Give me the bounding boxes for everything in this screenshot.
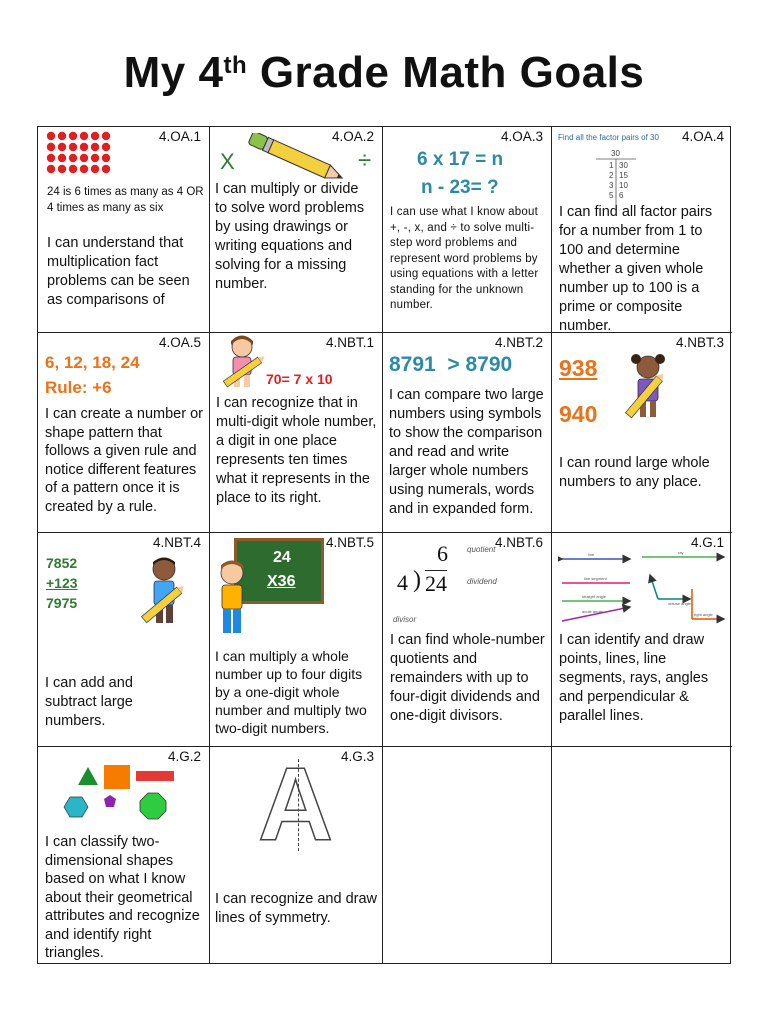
empty-cell: [383, 747, 552, 963]
addend-2: +123: [46, 575, 78, 591]
standard-code: 4.OA.2: [331, 129, 374, 144]
goal-text: I can use what I know about +, -, x, and ÷ to solve multi-step word problems and represent word problems by using equations with a letter standing for the unknown number.: [390, 206, 539, 311]
goal-text: I can add and subtract large numbers.: [45, 675, 133, 729]
empty-cell: [552, 747, 732, 963]
factor-caption: Find all the factor pairs of 30: [558, 133, 659, 142]
division-bracket: ): [413, 567, 421, 593]
quotient-value: 6: [437, 541, 448, 566]
example-note: 24 is 6 times as many as 4 OR 4 times as many as six: [47, 186, 204, 214]
pattern-sequence: 6, 12, 18, 24: [45, 353, 140, 372]
divisor-label: divisor: [393, 615, 417, 624]
array-dot: [91, 165, 99, 173]
factor-left: 3: [609, 181, 614, 190]
array-dot: [58, 132, 66, 140]
standard-code: 4.NBT.4: [152, 535, 201, 550]
goal-4oa2: [210, 127, 383, 333]
standard-code: 4.OA.3: [500, 129, 543, 144]
array-dot: [58, 154, 66, 162]
goal-text: I can classify two-dimensional shapes based on what I know about their geometrical attributes and recognize and identify right triangles.: [45, 834, 200, 961]
standard-code: 4.NBT.3: [675, 335, 724, 350]
goal-text: I can identify and draw points, lines, line segments, rays, angles and perpendicular & parallel lines.: [559, 632, 709, 724]
equation-1: 6 x 17 = n: [417, 149, 504, 170]
standard-code: 4.OA.5: [158, 335, 201, 350]
array-dot: [80, 132, 88, 140]
chalkboard-line-2: X36: [267, 573, 296, 590]
dividend-value: 24: [425, 571, 447, 596]
array-dot: [102, 165, 110, 173]
factor-right: 6: [619, 191, 624, 200]
goal-text: I can recognize and draw lines of symmetry.: [215, 891, 378, 926]
goal-4oa5: [38, 333, 210, 533]
standard-code: 4.NBT.6: [494, 535, 543, 550]
factor-left: 2: [609, 171, 614, 180]
array-dot: [80, 154, 88, 162]
goal-4nbt3: [552, 333, 732, 533]
lines-and-angles-image: [558, 549, 728, 625]
goal-text: I can find whole-number quotients and remainders with up to four-digit dividends and one-digit divisors.: [390, 632, 545, 724]
label-obtuse-angle: obtuse angle: [668, 601, 691, 606]
array-dot: [69, 132, 77, 140]
quotient-label: quotient: [467, 545, 496, 554]
goal-text: I can multiply a whole number up to four digits by a one-digit whole number and multiply two two-digit numbers.: [215, 648, 367, 736]
array-dot: [58, 143, 66, 151]
symmetry-line: [298, 759, 299, 851]
addend-1: 7852: [46, 555, 78, 571]
symmetry-letter: A: [258, 747, 334, 863]
goal-text: I can compare two large numbers using symbols to show the comparison and read and write larger whole numbers using numerals, words and in expanded form.: [389, 387, 544, 517]
goal-4oa4: [552, 127, 732, 333]
goal-text: I can understand that multiplication fact problems can be seen as comparisons of: [47, 235, 190, 308]
standard-code: 4.OA.4: [681, 129, 724, 144]
array-dot: [47, 132, 55, 140]
dot-array-image: [46, 131, 112, 175]
label-acute-angle: acute angle: [582, 609, 603, 614]
factor-right: 10: [619, 181, 628, 190]
chalkboard-line-1: 24: [273, 549, 291, 566]
standard-code: 4.G.2: [167, 749, 201, 764]
comparison-example: 8791 > 8790: [389, 353, 513, 376]
array-dot: [102, 132, 110, 140]
factor-chart: [586, 147, 646, 207]
array-dot: [80, 165, 88, 173]
array-dot: [102, 143, 110, 151]
standard-code: 4.G.3: [340, 749, 374, 764]
girl-with-pencil-icon: [616, 351, 676, 427]
rounded-number: 940: [559, 401, 598, 427]
goal-text: I can find all factor pairs for a number from 1 to 100 and determine whether a given whole number up to 100 is a prime or composite number.: [559, 204, 713, 333]
standard-code: 4.NBT.5: [325, 535, 374, 550]
goal-4g2: [38, 747, 210, 963]
dividend-label: dividend: [467, 577, 497, 586]
goal-text: I can multiply or divide to solve word problems by using drawings or writing equations and solving for a missing number.: [215, 181, 365, 292]
goal-4nbt1: [210, 333, 383, 533]
label-right-angle: right angle: [694, 612, 713, 617]
label-line-segment: line segment: [584, 576, 607, 581]
standard-code: 4.G.1: [690, 535, 724, 550]
array-dot: [69, 143, 77, 151]
standard-code: 4.OA.1: [158, 129, 201, 144]
divisor-value: 4: [397, 570, 408, 595]
boy-teacher-icon: [212, 557, 256, 643]
pencil-icon: [242, 133, 352, 185]
equation-2: n - 23= ?: [421, 177, 499, 198]
goal-4nbt2: [383, 333, 552, 533]
boy-with-pencil-icon: [138, 553, 190, 633]
goal-4g3: [210, 747, 383, 963]
array-dot: [58, 165, 66, 173]
goal-4oa3: [383, 127, 552, 333]
place-value-equation: 70= 7 x 10: [266, 371, 333, 387]
factor-left: 5: [609, 191, 614, 200]
sum: 7975: [46, 595, 78, 611]
rounding-number: 938: [559, 355, 598, 381]
array-dot: [91, 143, 99, 151]
array-dot: [102, 154, 110, 162]
factor-target: 30: [611, 149, 620, 158]
array-dot: [47, 143, 55, 151]
pattern-rule: Rule: +6: [45, 378, 112, 397]
array-dot: [47, 154, 55, 162]
page-title: My 4th Grade Math Goals: [123, 48, 645, 97]
goal-4oa1: [38, 127, 210, 333]
array-dot: [47, 165, 55, 173]
goal-4nbt5: [210, 533, 383, 747]
array-dot: [80, 143, 88, 151]
multiply-symbol: X: [220, 149, 235, 174]
girl-with-pencil-icon: [222, 333, 270, 393]
goal-4g1: [552, 533, 732, 747]
divide-symbol: ÷: [358, 147, 372, 174]
factor-right: 15: [619, 171, 628, 180]
factor-left: 1: [609, 161, 614, 170]
standard-code: 4.NBT.1: [325, 335, 374, 350]
goal-text: I can round large whole numbers to any place.: [559, 455, 710, 490]
goal-4nbt6: [383, 533, 552, 747]
goal-text: I can recognize that in multi-digit whole number, a digit in one place represents ten times what it represents in the place to its right.: [216, 395, 377, 506]
label-straight-angle: straight angle: [582, 594, 607, 599]
goal-4nbt4: [38, 533, 210, 747]
array-dot: [69, 165, 77, 173]
label-ray: ray: [678, 550, 684, 555]
label-line: line: [588, 552, 595, 557]
goal-text: I can create a number or shape pattern that follows a given rule and notice different features of a pattern once it is created by a rule.: [45, 406, 203, 515]
array-dot: [69, 154, 77, 162]
shapes-image: [62, 763, 182, 823]
standard-code: 4.NBT.2: [494, 335, 543, 350]
array-dot: [91, 132, 99, 140]
array-dot: [91, 154, 99, 162]
goals-grid: [37, 126, 731, 964]
factor-right: 30: [619, 161, 628, 170]
